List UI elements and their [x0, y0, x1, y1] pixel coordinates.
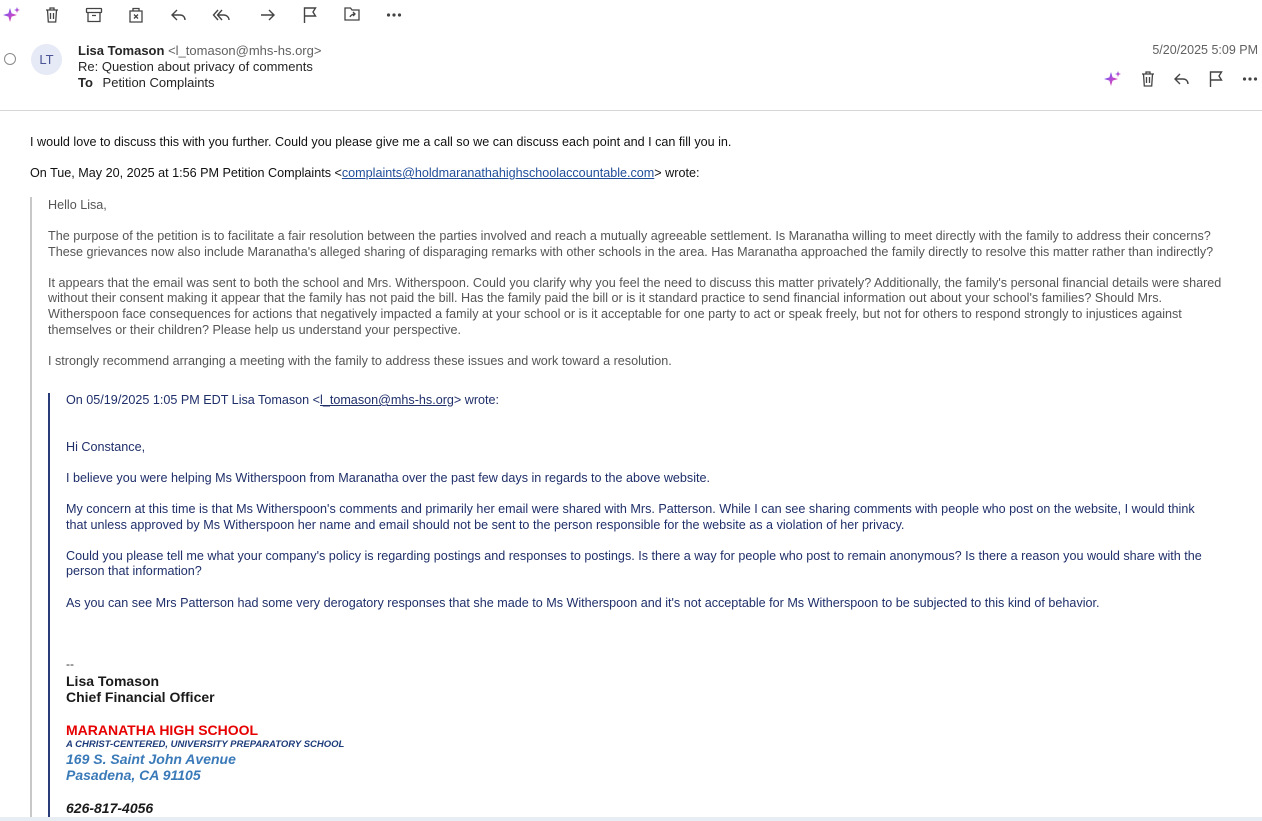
move-to-icon[interactable]: [340, 4, 364, 26]
quote1-p2-line3: Witherspoon face consequences for actions that negatively impacted a family at your school or is it acceptable for one party to act or speak freely, but not for others to respond strongly to injustices against: [48, 307, 1182, 321]
subject: Re: Question about privacy of comments: [78, 59, 313, 74]
quote2-p4: As you can see Mrs Patterson had some very derogatory responses that she made to Ms Witherspoon and it's not acceptable for Ms Witherspoon to be subjected to this kind of behavior.: [66, 596, 1100, 610]
signature-name: Lisa Tomason: [66, 673, 160, 689]
more-icon[interactable]: [382, 4, 406, 26]
message-toolbar: [0, 0, 420, 30]
quote2-wrote-line: [66, 393, 1234, 409]
delete-icon[interactable]: [1135, 67, 1161, 91]
avatar: LT: [31, 44, 62, 75]
quote1-p2-line4: themselves or their children? Please help us understand your perspective.: [48, 323, 462, 337]
to-value[interactable]: Petition Complaints: [102, 75, 215, 90]
quote1-p2-line2: without their consent making it appear that the family has not paid the bill. Has the family paid the bill or is it standard practice to send financial information out about your school's families? Should Mrs.: [48, 291, 1163, 305]
signature-phone: 626-817-4056: [66, 800, 154, 816]
wrote-prefix: On Tue, May 20, 2025 at 1:56 PM Petition Complaints <: [30, 166, 342, 180]
signature-school: MARANATHA HIGH SCHOOL: [66, 722, 259, 738]
signature-address: [66, 751, 236, 783]
recipients: [78, 75, 215, 90]
quote2-wrote-suffix: > wrote:: [453, 393, 500, 407]
signature-tagline: A CHRIST-CENTERED, UNIVERSITY PREPARATORY SCHOOL: [66, 739, 345, 750]
quote1-p3: I strongly recommend arranging a meeting with the family to address these issues and work toward a resolution.: [48, 354, 672, 368]
quote2-p2-line2: that unless approved by Ms Witherspoon her name and email should not be sent to the person responsible for the website as a violation of her privacy.: [66, 518, 905, 532]
flag-icon[interactable]: [298, 4, 322, 26]
archive-icon[interactable]: [82, 4, 106, 26]
report-icon[interactable]: [124, 4, 148, 26]
quote1-p1-line2: These grievances now also include Maranatha's alleged sharing of disparaging remarks with other schools in the area. Has Maranatha approached the family directly to resolve this matter rather than indirectly?: [48, 245, 1214, 259]
sender-email: <l_tomason@mhs-hs.org>: [168, 43, 322, 58]
quoted-message-2: [48, 393, 1238, 821]
quote1-greeting: Hello Lisa,: [48, 198, 107, 212]
signature-address-line2: Pasadena, CA 91105: [66, 767, 201, 783]
copilot-sparkle-icon[interactable]: [0, 4, 24, 26]
flag-icon[interactable]: [1203, 67, 1229, 91]
header-divider: [0, 110, 1262, 111]
reply-icon[interactable]: [167, 4, 191, 26]
reply-all-icon[interactable]: [210, 4, 234, 26]
body-intro: I would love to discuss this with you further. Could you please give me a call so we can discuss each point and I can fill you in.: [30, 135, 732, 149]
signature-name-block: [66, 673, 215, 705]
wrote-line: [30, 166, 699, 182]
signature-title: Chief Financial Officer: [66, 689, 215, 705]
sender[interactable]: [78, 43, 321, 58]
reply-icon[interactable]: [1169, 67, 1195, 91]
quote1-p2-line1: It appears that the email was sent to both the school and Mrs. Witherspoon. Could you clarify why you feel the need to discuss this matter privately? Additionally, the family's personal financial details were shared: [48, 276, 1222, 290]
quote2-p3-line2: person that information?: [66, 564, 202, 578]
complaints-email-link[interactable]: complaints@holdmaranathahighschoolaccountable.com: [341, 166, 655, 180]
quote2-greeting: Hi Constance,: [66, 440, 146, 454]
quote1-p1-line1: The purpose of the petition is to facilitate a fair resolution between the parties involved and reach a mutually agreeable settlement. Is Maranatha willing to meet directly with the family to address their concerns?: [48, 229, 1211, 243]
received-date: 5/20/2025 5:09 PM: [1152, 43, 1258, 57]
quote2-p2-line1: My concern at this time is that Ms Witherspoon's comments and primarily her email were shared with Mrs. Patterson. While I can see sharing comments with people who post on the website, I would think: [66, 502, 1195, 516]
signature-separator: --: [66, 657, 74, 671]
sender-email-link[interactable]: l_tomason@mhs-hs.org: [320, 393, 454, 407]
bottom-scroll-strip: [0, 817, 1262, 821]
select-radio[interactable]: [4, 53, 16, 65]
delete-icon[interactable]: [40, 4, 64, 26]
quote2-wrote-prefix: On 05/19/2025 1:05 PM EDT Lisa Tomason <: [66, 393, 321, 407]
wrote-suffix: > wrote:: [654, 166, 700, 180]
to-label: To: [78, 75, 93, 90]
message-actions: [1100, 67, 1262, 91]
sender-name[interactable]: Lisa Tomason: [78, 43, 165, 58]
more-icon[interactable]: [1237, 67, 1262, 91]
quote2-p3-line1: Could you please tell me what your company's policy is regarding postings and responses to postings. Is there a way for people who post to remain anonymous? Is there a reason you would share with the: [66, 549, 1202, 563]
quote2-p1: I believe you were helping Ms Witherspoon from Maranatha over the past few days in regards to the above website.: [66, 471, 711, 485]
signature-address-line1: 169 S. Saint John Avenue: [66, 751, 236, 767]
forward-icon[interactable]: [255, 4, 279, 26]
copilot-sparkle-icon[interactable]: [1100, 67, 1126, 91]
